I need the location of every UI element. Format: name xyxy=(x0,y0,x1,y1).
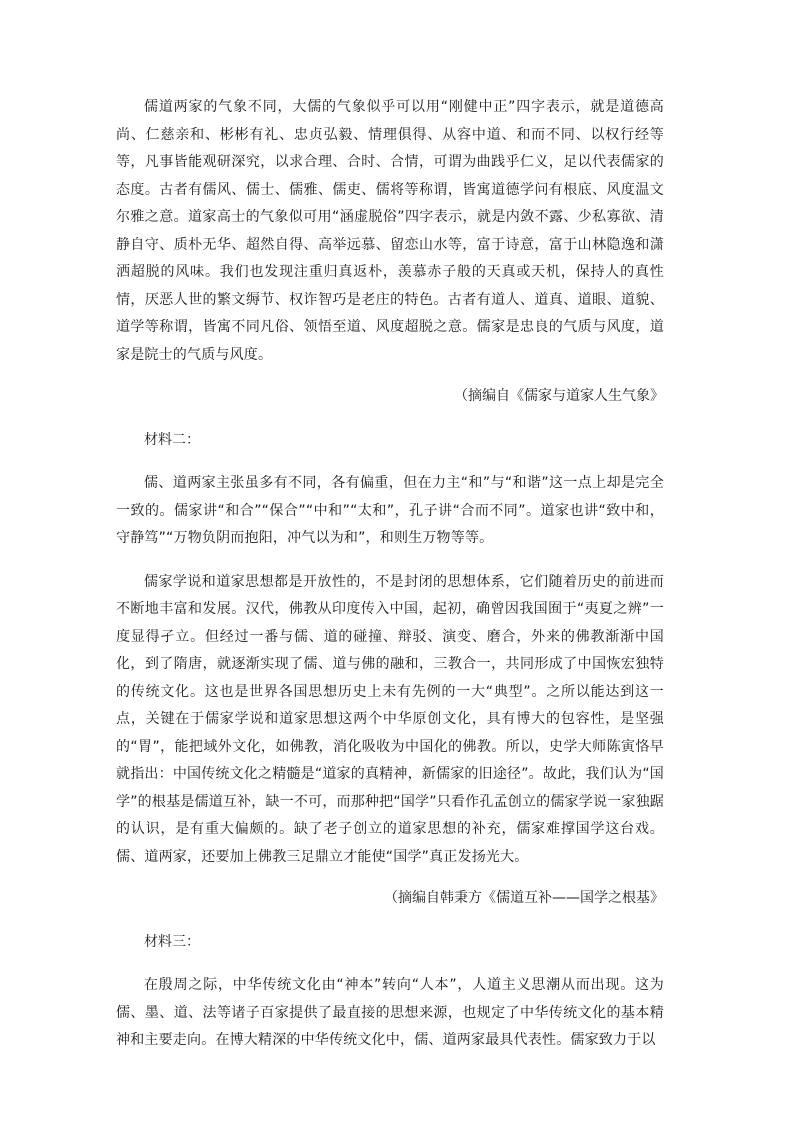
source-citation-2: （摘编自韩秉方《儒道互补——国学之根基》 xyxy=(384,890,664,906)
paragraph-harmony: 儒、道两家主张虽多有不同，各有偏重，但在力主“和”与“和谐”这一点上却是完全一致的。儒家讲“和合”“保合”“中和”“太和”，孔子讲“合而不同”。道家也讲“致中和，守静笃”“万物负阴而抱阳，冲气以为和”，和则生万物等等。 xyxy=(116,475,664,546)
source-citation-1: （摘编自《儒家与道家人生气象》 xyxy=(454,388,664,404)
paragraph-openness: 儒家学说和道家思想都是开放性的，不是封闭的思想体系，它们随着历史的前进而不断地丰富和发展。汉代，佛教从印度传入中国，起初，确曾因我国囿于“夷夏之辨”一度显得孑立。但经过一番与儒、道的碰撞、辩驳、演变、磨合，外来的佛教渐渐中国化，到了隋唐，就逐渐实现了儒、道与佛的融和，三教合一，共同形成了中国恢宏独特的传统文化。这也是世界各国思想历史上未有先例的一大“典型”。之所以能达到这一点，关键在于儒家学说和道家思想这两个中华原创文化，具有博大的包容性，是坚强的“胃”，能把域外文化，如佛教，消化吸收为中国化的佛教。所以，史学大师陈寅恪早就指出：中国传统文化之精髓是“道家的真精神，新儒家的旧途径”。故此，我们认为“国学”的根基是儒道互补，缺一不可，而那种把“国学”只看作孔孟创立的儒家学说一家独踞的认识，是有重大偏颇的。缺了老子创立的道家思想的补充，儒家难撑国学这台戏。儒、道两家，还要加上佛教三足鼎立才能使“国学”真正发扬光大。 xyxy=(116,573,664,865)
material-three-heading: 材料三： xyxy=(144,933,200,950)
document-page xyxy=(116,94,664,1055)
material-two-heading: 材料二： xyxy=(144,431,200,448)
paragraph-confucian-taoist-temperament: 儒道两家的气象不同，大儒的气象似乎可以用“刚健中正”四字表示，就是道德高尚、仁慈亲和、彬彬有礼、忠贞弘毅、情理俱得、从容中道、和而不同、以权行经等等，凡事皆能观研深究，以求合理、合时、合情，可谓为曲践乎仁义，足以代表儒家的态度。古者有儒风、儒士、儒雅、儒吏、儒将等称谓，皆寓道德学问有根底、风度温文尔雅之意。道家高士的气象似可用“涵虚脱俗”四字表示，就是内敛不露、少私寡欲、清静自守、质朴无华、超然自得、高举远慕、留恋山水等，富于诗意，富于山林隐逸和潇洒超脱的风味。我们也发现注重归真返朴，羡慕赤子般的天真或天机，保持人的真性情，厌恶人世的繁文缛节、权诈智巧是老庄的特色。古者有道人、道真、道眼、道貌、道学等称谓，皆寓不同凡俗、领悟至道、风度超脱之意。儒家是忠良的气质与风度，道家是院士的气质与风度。 xyxy=(116,99,664,363)
paragraph-humanism: 在殷周之际，中华传统文化由“神本”转向“人本”，人道主义思潮从而出现。这为儒、墨、道、法等诸子百家提供了最直接的思想来源，也规定了中华传统文化的基本精神和主要走向。在博大精深的中华传统文化中，儒、道两家最具代表性。儒家致力于以 xyxy=(116,977,664,1048)
